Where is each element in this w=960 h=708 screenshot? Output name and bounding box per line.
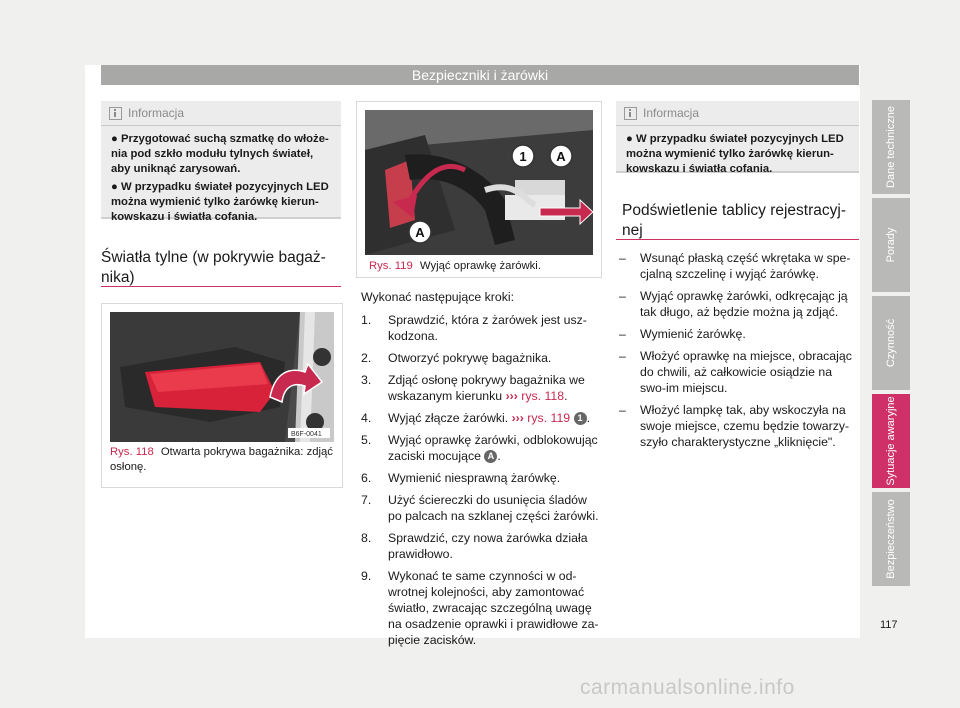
dash-item: – Wsunąć płaską część wkrętaka w spe-cjalną szczelinę i wyjąć żarówkę. bbox=[619, 250, 857, 282]
label-1: 1 bbox=[519, 149, 527, 164]
info-header bbox=[101, 101, 341, 125]
heading-rule bbox=[616, 239, 859, 240]
step-item: 7. Użyć ściereczki do usunięcia śladów po palcach na szklanej części żarówki. bbox=[361, 493, 599, 523]
step-item: 1. Sprawdzić, która z żarówek jest usz-kodzona. bbox=[361, 313, 587, 343]
figure-118-code: B6F-0041 bbox=[291, 431, 322, 438]
section-heading-left: Światła tylne (w pokrywie bagaż-nika) bbox=[101, 249, 326, 286]
figure-119 bbox=[356, 101, 602, 278]
info-title: Informacja bbox=[643, 106, 700, 120]
dash-item: – Wymienić żarówkę. bbox=[619, 326, 857, 342]
tab-dane-techniczne[interactable]: Dane techniczne bbox=[872, 100, 910, 194]
info-title: Informacja bbox=[128, 106, 185, 120]
tab-porady[interactable]: Porady bbox=[872, 198, 910, 292]
heading-rule bbox=[101, 286, 341, 287]
ref-arrows: ››› bbox=[505, 389, 518, 403]
step-item: 9. Wykonać te same czynności w od-wrotnej kolejności, aby zamontować światło, zwracając szczególną uwagę na osadzenie oprawki i prawidłowe za-pięcie zacisków. bbox=[361, 569, 599, 647]
info-header bbox=[616, 101, 859, 125]
figure-number: Rys. 119 bbox=[369, 260, 413, 272]
trunk-lid-illustration bbox=[110, 312, 334, 442]
step-item: 8. Sprawdzić, czy nowa żarówka działa prawidłowo. bbox=[361, 531, 588, 561]
step-item: 5. Wyjąć oprawkę żarówki, odblokowując zaciski mocujące A . bbox=[361, 433, 598, 463]
figure-118-image bbox=[110, 312, 334, 442]
dash-item: – Wyjąć oprawkę żarówki, odkręcając ją tak długo, aż będzie można ją zdjąć. bbox=[619, 288, 857, 320]
info-icon bbox=[109, 107, 122, 120]
watermark: carmanualsonline.info bbox=[580, 676, 795, 699]
bulb-holder-illustration bbox=[365, 110, 593, 255]
callout-badge: 1 bbox=[574, 412, 587, 425]
plate-light-steps bbox=[619, 250, 857, 456]
figure-119-image bbox=[365, 110, 593, 255]
figure-118-caption bbox=[110, 445, 334, 475]
section-heading-right: Podświetlenie tablicy rejestracyj-nej bbox=[622, 202, 846, 239]
figure-link[interactable]: rys. 119 bbox=[527, 411, 571, 425]
dash-item: – Włożyć lampkę tak, aby wskoczyła na swoje miejsce, czemu będzie towarzy-szyło charakterystyczne „kliknięcie". bbox=[619, 402, 857, 450]
label-a-bottom: A bbox=[415, 225, 425, 240]
step-item: 2. Otworzyć pokrywę bagażnika. bbox=[361, 351, 552, 365]
callout-badge: A bbox=[484, 450, 497, 463]
info-item: ● W przypadku świateł pozycyjnych LED można wymienić tylko żarówkę kierun-kowskazu i światła cofania. bbox=[111, 181, 329, 223]
tab-bezpieczenstwo[interactable]: Bezpieczeństwo bbox=[872, 492, 910, 586]
steps-list bbox=[361, 312, 601, 654]
step-item: 4. Wyjąć złącze żarówki. ››› rys. 119 1 . bbox=[361, 411, 590, 425]
ref-arrows: ››› bbox=[511, 411, 524, 425]
info-icon bbox=[624, 107, 637, 120]
figure-118 bbox=[101, 303, 343, 488]
step-item: 3. Zdjąć osłonę pokrywy bagażnika we wskazanym kierunku ››› rys. 118. bbox=[361, 373, 585, 403]
label-a-top: A bbox=[556, 149, 566, 164]
step-item: 6. Wymienić niesprawną żarówkę. bbox=[361, 471, 561, 485]
page-header: Bezpieczniki i żarówki bbox=[101, 65, 859, 85]
info-box-left bbox=[101, 101, 341, 223]
info-body bbox=[616, 126, 859, 188]
info-item: ● W przypadku świateł pozycyjnych LED można wymienić tylko żarówkę kierun-kowskazu i światła cofania. bbox=[626, 133, 844, 175]
figure-119-caption bbox=[369, 259, 593, 274]
tab-czynnosc[interactable]: Czynność bbox=[872, 296, 910, 390]
tab-sytuacje-awaryjne[interactable]: Sytuacje awaryjne bbox=[872, 394, 910, 488]
info-body bbox=[101, 126, 341, 236]
steps-intro: Wykonać następujące kroki: bbox=[361, 290, 514, 304]
figure-link[interactable]: rys. 118 bbox=[521, 389, 565, 403]
caption-text: Wyjąć oprawkę żarówki. bbox=[419, 260, 541, 272]
info-box-right bbox=[616, 101, 859, 173]
caption-text: Otwarta pokrywa bagażnika: zdjąć osłonę. bbox=[110, 446, 333, 473]
figure-number: Rys. 118 bbox=[110, 446, 154, 458]
page-number: 117 bbox=[880, 619, 898, 631]
info-item: ● Przygotować suchą szmatkę do włoże-nia pod szkło modułu tylnych świateł, aby uniknąć zarysowań. bbox=[111, 133, 329, 175]
dash-item: – Włożyć oprawkę na miejsce, obracając do chwili, aż całkowicie osiądzie na swo-im miejscu. bbox=[619, 348, 857, 396]
